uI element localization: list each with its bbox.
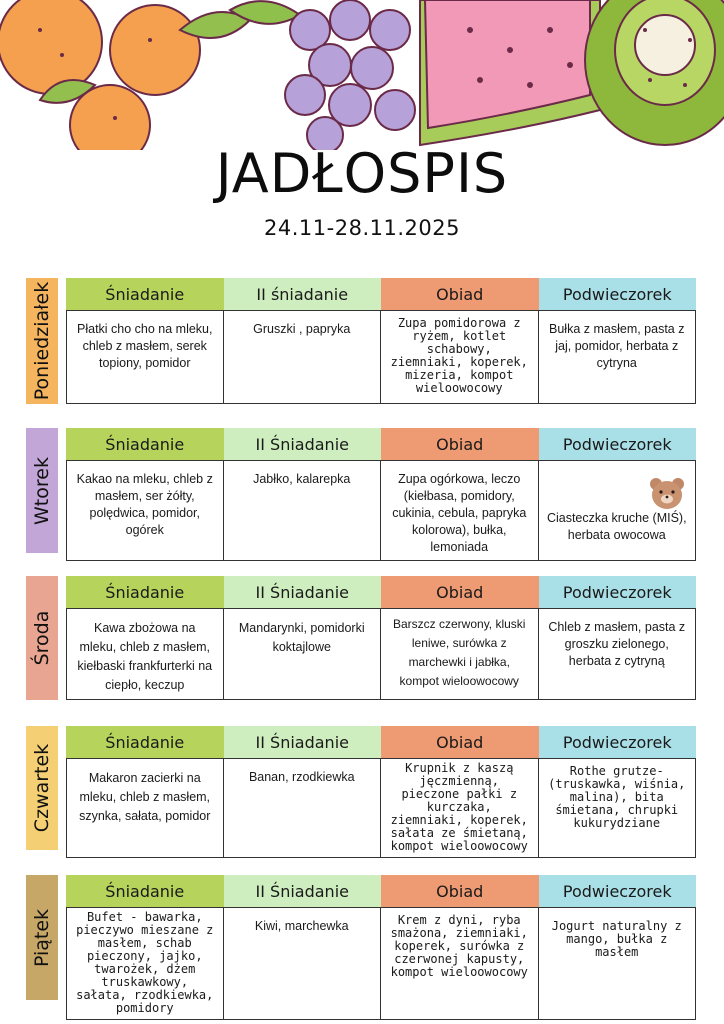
meal-breakfast: Kakao na mleku, chleb z masłem, ser żółty, polędwica, pomidor, ogórek <box>66 460 224 561</box>
menu-table <box>66 726 696 853</box>
day-block-monday <box>26 278 696 404</box>
date-range: 24.11-28.11.2025 <box>264 216 460 240</box>
day-label: Czwartek <box>31 743 53 833</box>
meal-snack <box>539 460 697 561</box>
header-lunch: Obiad <box>381 726 539 758</box>
header-breakfast: Śniadanie <box>66 726 224 758</box>
header-breakfast: Śniadanie <box>66 875 224 907</box>
header-second-breakfast: II Śniadanie <box>224 875 382 907</box>
fruit-decoration <box>0 0 724 150</box>
meal-lunch: Krem z dyni, ryba smażona, ziemniaki, koperek, surówka z czerwonej kapusty, kompot wieloowocowy <box>381 907 539 1020</box>
meal-second-breakfast: Banan, rzodkiewka <box>224 758 382 858</box>
header-snack: Podwieczorek <box>539 576 697 608</box>
meal-snack: Rothe grutze- (truskawka, wiśnia, malina), bita śmietana, chrupki kukurydziane <box>539 758 697 858</box>
day-label: Środa <box>31 610 53 666</box>
meal-second-breakfast: Kiwi, marchewka <box>224 907 382 1020</box>
meal-snack: Bułka z masłem, pasta z jaj, pomidor, herbata z cytryna <box>539 310 697 404</box>
header-second-breakfast: II Śniadanie <box>224 576 382 608</box>
header-second-breakfast: II Śniadanie <box>224 726 382 758</box>
meal-snack: Jogurt naturalny z mango, bułka z masłem <box>539 907 697 1020</box>
day-label: Wtorek <box>31 456 53 525</box>
meal-lunch: Zupa pomidorowa z ryżem, kotlet schabowy, ziemniaki, koperek, mizeria, kompot wieloowocowy <box>381 310 539 404</box>
menu-table <box>66 576 696 700</box>
day-label: Piątek <box>31 908 53 967</box>
header-lunch: Obiad <box>381 875 539 907</box>
header-snack: Podwieczorek <box>539 875 697 907</box>
meal-lunch: Krupnik z kaszą jęczmienną, pieczone pałki z kurczaka, ziemniaki, koperek, sałata ze śmietaną, kompot wieloowocowy <box>381 758 539 858</box>
header-snack: Podwieczorek <box>539 428 697 460</box>
meal-breakfast: Płatki cho cho na mleku, chleb z masłem, serek topiony, pomidor <box>66 310 224 404</box>
header-breakfast: Śniadanie <box>66 428 224 460</box>
grapes-icon <box>230 0 415 150</box>
meal-second-breakfast: Jabłko, kalarepka <box>224 460 382 561</box>
header-second-breakfast: II Śniadanie <box>224 428 382 460</box>
day-tab-wednesday <box>26 576 58 700</box>
header-breakfast: Śniadanie <box>66 278 224 310</box>
meal-snack-text: Ciasteczka kruche (MIŚ), herbata owocowa <box>546 510 687 542</box>
day-tab-tuesday <box>26 428 58 553</box>
kiwi-icon <box>585 0 724 145</box>
header-lunch: Obiad <box>381 278 539 310</box>
menu-table <box>66 428 696 553</box>
header-lunch: Obiad <box>381 576 539 608</box>
meal-breakfast: Makaron zacierki na mleku, chleb z masłem, szynka, sałata, pomidor <box>66 758 224 858</box>
header-snack: Podwieczorek <box>539 726 697 758</box>
meal-second-breakfast: Gruszki , papryka <box>224 310 382 404</box>
day-block-wednesday <box>26 576 696 700</box>
meal-breakfast: Kawa zbożowa na mleku, chleb z masłem, kiełbaski frankfurterki na ciepło, keczup <box>66 608 224 700</box>
page-title: JADŁOSPIS <box>215 142 509 205</box>
orange-fruit-icon <box>0 0 250 150</box>
meal-snack: Chleb z masłem, pasta z groszku zielonego, herbata z cytryną <box>539 608 697 700</box>
day-tab-monday <box>26 278 58 404</box>
menu-table <box>66 278 696 404</box>
day-tab-thursday <box>26 726 58 850</box>
meal-lunch: Zupa ogórkowa, leczo (kiełbasa, pomidory, cukinia, cebula, papryka kolorowa), bułka, lemoniada <box>381 460 539 561</box>
header-lunch: Obiad <box>381 428 539 460</box>
watermelon-icon <box>420 0 600 145</box>
header-snack: Podwieczorek <box>539 278 697 310</box>
menu-table <box>66 875 696 1015</box>
day-block-tuesday <box>26 428 696 553</box>
day-label: Poniedziałek <box>31 281 53 401</box>
day-block-thursday <box>26 726 696 853</box>
meal-lunch: Barszcz czerwony, kluski leniwe, surówka z marchewki i jabłka, kompot wieloowocowy <box>381 608 539 700</box>
header-second-breakfast: II śniadanie <box>224 278 382 310</box>
day-block-friday <box>26 875 696 1015</box>
bear-icon <box>647 476 687 510</box>
day-tab-friday <box>26 875 58 1000</box>
header-breakfast: Śniadanie <box>66 576 224 608</box>
meal-breakfast: Bufet - bawarka, pieczywo mieszane z masłem, schab pieczony, jajko, twarożek, dżem truskawkowy, sałata, rzodkiewka, pomidory <box>66 907 224 1020</box>
meal-second-breakfast: Mandarynki, pomidorki koktajlowe <box>224 608 382 700</box>
